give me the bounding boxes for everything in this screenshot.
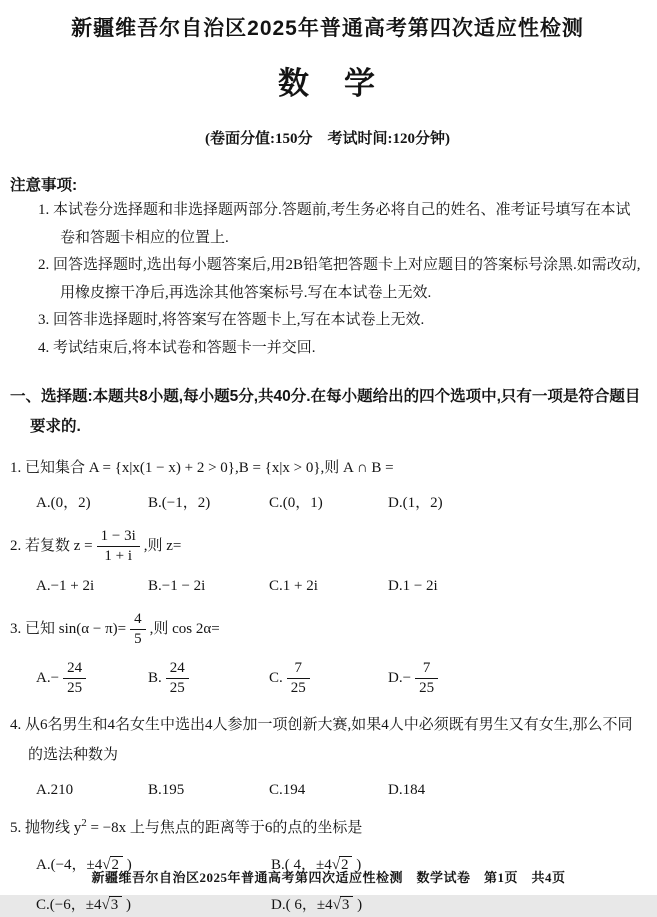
radicand: 2 xyxy=(110,856,124,873)
question-3-stem xyxy=(10,609,645,649)
option-d xyxy=(388,657,645,699)
coordinate-text: ( 6，±4 xyxy=(285,897,333,913)
option-b xyxy=(148,657,269,699)
radicand: 2 xyxy=(339,856,353,873)
fraction-numerator: 7 xyxy=(294,659,303,676)
question-3-stem-suffix: ,则 cos 2α= xyxy=(149,621,220,637)
radicand: 3 xyxy=(109,896,123,913)
fraction-numerator: 24 xyxy=(169,659,185,676)
question-2-stem-suffix: ,则 z= xyxy=(143,538,182,554)
question-2-stem xyxy=(10,526,645,566)
fraction xyxy=(415,660,438,697)
score-time-meta: (卷面分值:150分 考试时间:120分钟) xyxy=(205,131,450,147)
radicand: 3 xyxy=(340,896,354,913)
option-a: A.(0，2) xyxy=(36,495,91,511)
question-5-stem xyxy=(10,813,645,843)
exam-title: 新疆维吾尔自治区2025年普通高考第四次适应性检测 xyxy=(71,17,584,40)
option-label: A. xyxy=(36,857,51,873)
fraction xyxy=(166,660,189,697)
minus-sign: − xyxy=(50,670,60,686)
radical-symbol: √ xyxy=(102,857,110,873)
question-2-stem-prefix: 2. 若复数 z = xyxy=(10,538,93,554)
section-heading: 一、选择题:本题共8小题,每小题5分,共40分.在每小题给出的四个选项中,只有一项是符合题目要求的. xyxy=(10,388,641,435)
option-c: C.194 xyxy=(269,782,306,798)
question-5-stem-post: = −8x 上与焦点的距离等于6的点的坐标是 xyxy=(86,820,363,836)
option-label: B. xyxy=(148,670,162,686)
coordinate-text: (−6，±4 xyxy=(49,897,102,913)
fraction xyxy=(287,660,310,697)
fraction xyxy=(130,611,146,648)
option-label: C. xyxy=(269,670,283,686)
minus-sign: − xyxy=(402,670,412,686)
question-1-options xyxy=(10,491,645,515)
option-label: C. xyxy=(36,897,50,913)
subject-title: 数 学 xyxy=(278,66,377,101)
square-root xyxy=(333,896,354,913)
option-a: A.−1 + 2i xyxy=(36,578,95,594)
coordinate-text: ) xyxy=(353,897,363,913)
question-1 xyxy=(10,453,645,515)
square-root xyxy=(101,896,122,913)
question-3-stem-prefix: 3. 已知 sin(α − π)= xyxy=(10,621,127,637)
exponent: 2 xyxy=(81,817,87,829)
fraction-numerator: 4 xyxy=(134,610,142,627)
radical-symbol: √ xyxy=(331,857,339,873)
option-d: D.(1，2) xyxy=(388,495,443,511)
notice-item-4: 4. 考试结束后,将本试卷和答题卡一并交回. xyxy=(38,339,316,356)
option-c xyxy=(269,657,388,699)
question-1-stem: 1. 已知集合 A = {x|x(1 − x) + 2 > 0},B = {x|x > 0},则 A ∩ B = xyxy=(10,460,394,476)
option-label: B. xyxy=(271,857,285,873)
question-2 xyxy=(10,526,645,598)
fraction xyxy=(63,660,86,697)
option-label: D. xyxy=(271,897,286,913)
question-5 xyxy=(10,813,645,917)
option-b: B.(−1，2) xyxy=(148,495,211,511)
notice-item-2: 2. 回答选择题时,选出每小题答案后,用2B铅笔把答题卡上对应题目的答案标号涂黑.如需改动,用橡皮擦干净后,再选涂其他答案标号.写在本试卷上无效. xyxy=(38,257,641,301)
option-d: D.184 xyxy=(388,782,426,798)
notice-heading: 注意事项: xyxy=(10,177,78,194)
question-3 xyxy=(10,609,645,699)
coordinate-text: ( 4，±4 xyxy=(284,857,332,873)
radical-symbol: √ xyxy=(332,897,340,913)
fraction-denominator: 25 xyxy=(166,678,189,697)
option-d: D.1 − 2i xyxy=(388,578,438,594)
option-label: D. xyxy=(388,670,403,686)
fraction-denominator: 25 xyxy=(287,678,310,697)
option-c: C.1 + 2i xyxy=(269,578,318,594)
question-4 xyxy=(10,710,645,802)
option-c xyxy=(36,893,271,917)
notice-item-3: 3. 回答非选择题时,将答案写在答题卡上,写在本试卷上无效. xyxy=(38,312,425,328)
coordinate-text: ) xyxy=(123,857,132,873)
fraction-numerator: 24 xyxy=(67,659,83,676)
notice-item-1: 1. 本试卷分选择题和非选择题两部分.答题前,考生务必将自己的姓名、准考证号填写在本试卷和答题卡相应的位置上. xyxy=(38,202,631,246)
question-4-options xyxy=(10,778,645,802)
fraction-denominator: 25 xyxy=(415,678,438,697)
question-3-options xyxy=(10,657,645,699)
coordinate-text: ) xyxy=(352,857,362,873)
fraction-numerator: 1 − 3i xyxy=(100,527,136,544)
option-b: B.−1 − 2i xyxy=(148,578,206,594)
option-a xyxy=(36,657,148,699)
option-a: A.210 xyxy=(36,782,74,798)
fraction-denominator: 25 xyxy=(63,678,86,697)
fraction-numerator: 7 xyxy=(422,659,431,676)
fraction xyxy=(97,528,140,565)
option-b: B.195 xyxy=(148,782,185,798)
question-4-stem: 4. 从6名男生和4名女生中选出4人参加一项创新大赛,如果4人中必须既有男生又有女生,那么不同的选法种数为 xyxy=(10,717,633,763)
radical-symbol: √ xyxy=(101,897,109,913)
fraction-denominator: 5 xyxy=(130,629,146,648)
option-label: A. xyxy=(36,670,51,686)
option-c: C.(0，1) xyxy=(269,495,323,511)
coordinate-text: ) xyxy=(122,897,131,913)
fraction-denominator: 1 + i xyxy=(97,546,140,565)
option-d xyxy=(271,893,645,917)
question-5-stem-pre: 5. 抛物线 y xyxy=(10,820,82,836)
question-2-options xyxy=(10,574,645,598)
coordinate-text: (−4，±4 xyxy=(50,857,103,873)
page-footer: 新疆维吾尔自治区2025年普通高考第四次适应性检测 数学试卷 第1页 共4页 xyxy=(91,870,566,885)
